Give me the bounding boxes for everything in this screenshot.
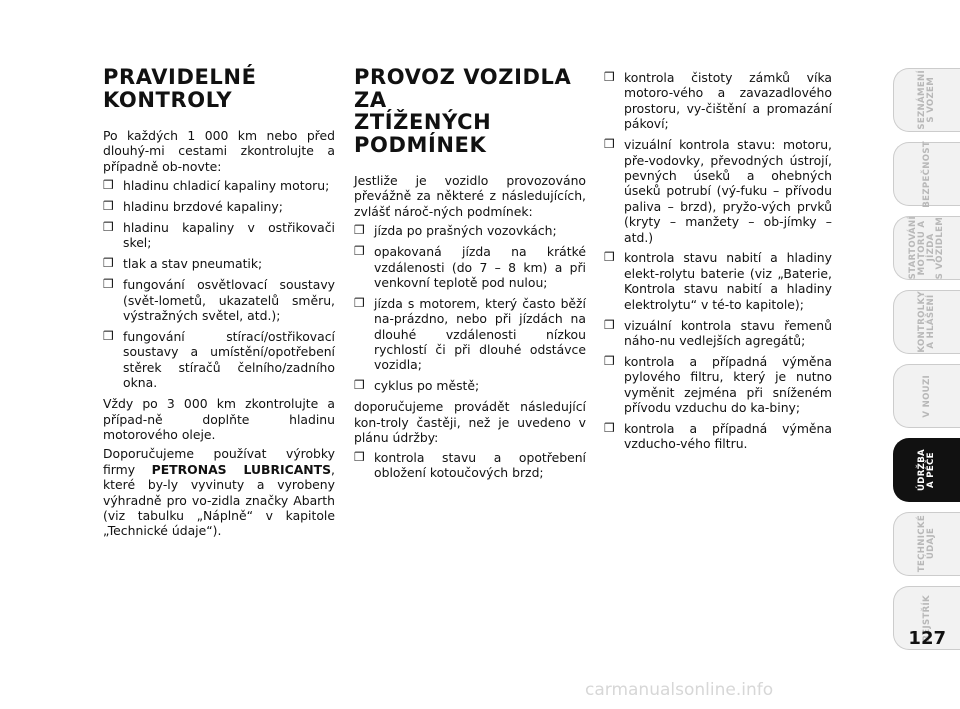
intro-paragraph: Jestliže je vozidlo provozováno převážně za některé z následujících, zvlášť nároč-ných podmínek: — [354, 173, 586, 219]
list-item: ❒ jízda po prašných vozovkách; — [354, 223, 586, 238]
page-number: 127 — [908, 628, 946, 649]
section-title-severe-conditions: PROVOZ VOZIDLA ZA ZTÍŽENÝCH PODMÍNEK — [354, 65, 572, 157]
list-item: ❒ kontrola stavu nabití a hladiny elekt-rolytu baterie (viz „Baterie, Kontrola stavu nabití a hladiny elektrolytu“ v té-to kapitole); — [604, 250, 832, 312]
recommendation-paragraph: doporučujeme provádět následující kon-troly častěji, než je uvedeno v plánu údržby: — [354, 399, 586, 446]
intro-paragraph: Po každých 1 000 km nebo před dlouhý-mi cestami zkontrolujte a případně ob-novte: — [103, 128, 335, 174]
tab-rejstrik[interactable]: REJSTŘÍK — [893, 586, 960, 650]
checks-list — [354, 450, 586, 481]
list-item: ❒ tlak a stav pneumatik; — [103, 256, 335, 271]
checks-list-continued — [604, 70, 832, 452]
column-checks-continued — [604, 70, 832, 457]
list-item: ❒ opakovaná jízda na krátké vzdálenosti (do 7 – 8 km) a při venkovní teplotě pod nulou; — [354, 244, 586, 290]
list-item: ❒ kontrola stavu a opotřebení obložení kotoučových brzd; — [354, 450, 586, 481]
list-item: ❒ kontrola a případná výměna vzducho-vého filtru. — [604, 421, 832, 452]
tab-v-nouzi[interactable]: V NOUZI — [893, 364, 960, 428]
tab-kontrolky[interactable]: KONTROLKY A HLÁŠENÍ — [893, 290, 960, 354]
list-item: ❒ kontrola a případná výměna pylového filtru, který je nutno vyměnit zejména při sníženém přívodu vzduchu do ka-biny; — [604, 354, 832, 416]
list-item: ❒ jízda s motorem, který často běží na-prázdno, nebo při jízdách na dlouhé vzdálenosti nízkou rychlostí či při dlouhé odstávce vozidla; — [354, 296, 586, 373]
list-item: ❒ vizuální kontrola stavu: motoru, pře-vodovky, převodných ústrojí, pevných úseků a ohebných úseků potrubí (vý-fuku – přívodu paliva – brzd), pryžo-vých prvků (kryty – manžety – ob-jímky – atd.) — [604, 137, 832, 245]
section-title-regular-checks: PRAVIDELNÉ KONTROLY — [103, 65, 257, 112]
tab-bezpecnost[interactable]: BEZPEČNOST — [893, 142, 960, 206]
recommendation-paragraph: Doporučujeme používat výrobky firmy PETRONAS LUBRICANTS, které by-ly vyvinuty a vyrobeny výhradně pro vo-zidla značky Abarth (viz tabulku „Náplně“ v kapitole „Technické údaje“). — [103, 446, 335, 539]
list-item: ❒ vizuální kontrola stavu řemenů náho-nu vedlejších agregátů; — [604, 318, 832, 349]
list-item: ❒ kontrola čistoty zámků víka motoro-vého a zavazadlového prostoru, vy-čištění a promazání pákoví; — [604, 70, 832, 132]
list-item: ❒ cyklus po městě; — [354, 378, 586, 393]
list-item: ❒ hladinu chladicí kapaliny motoru; — [103, 178, 335, 193]
list-item: ❒ hladinu brzdové kapaliny; — [103, 199, 335, 214]
tab-startovani[interactable]: STARTOVÁNÍ MOTORU A JÍZDA S VOZIDLEM — [893, 216, 960, 280]
oil-paragraph: Vždy po 3 000 km zkontrolujte a případ-ně doplňte hladinu motorového oleje. — [103, 396, 335, 442]
list-item: ❒ fungování stírací/ostřikovací soustavy a umístění/opotřebení stěrek stíračů čelního/zadního okna. — [103, 329, 335, 391]
tab-seznameni-s-vozem[interactable]: SEZNÁMENÍ S VOZEM — [893, 68, 960, 132]
watermark: carmanualsonline.info — [585, 680, 774, 700]
tab-technicke-udaje[interactable]: TECHNICKÉ ÚDAJE — [893, 512, 960, 576]
column-regular-checks — [103, 66, 335, 543]
list-item: ❒ fungování osvětlovací soustavy (svět-lometů, ukazatelů směru, výstražných světel, atd.); — [103, 277, 335, 323]
column-severe-conditions — [354, 66, 586, 486]
check-list — [103, 178, 335, 390]
conditions-list — [354, 223, 586, 394]
brand-name: PETRONAS LUBRICANTS — [151, 461, 332, 477]
chapter-tabs — [893, 68, 960, 660]
tab-udrzba-active[interactable]: ÚDRŽBA A PÉČE — [893, 438, 960, 502]
list-item: ❒ hladinu kapaliny v ostřikovači skel; — [103, 220, 335, 251]
